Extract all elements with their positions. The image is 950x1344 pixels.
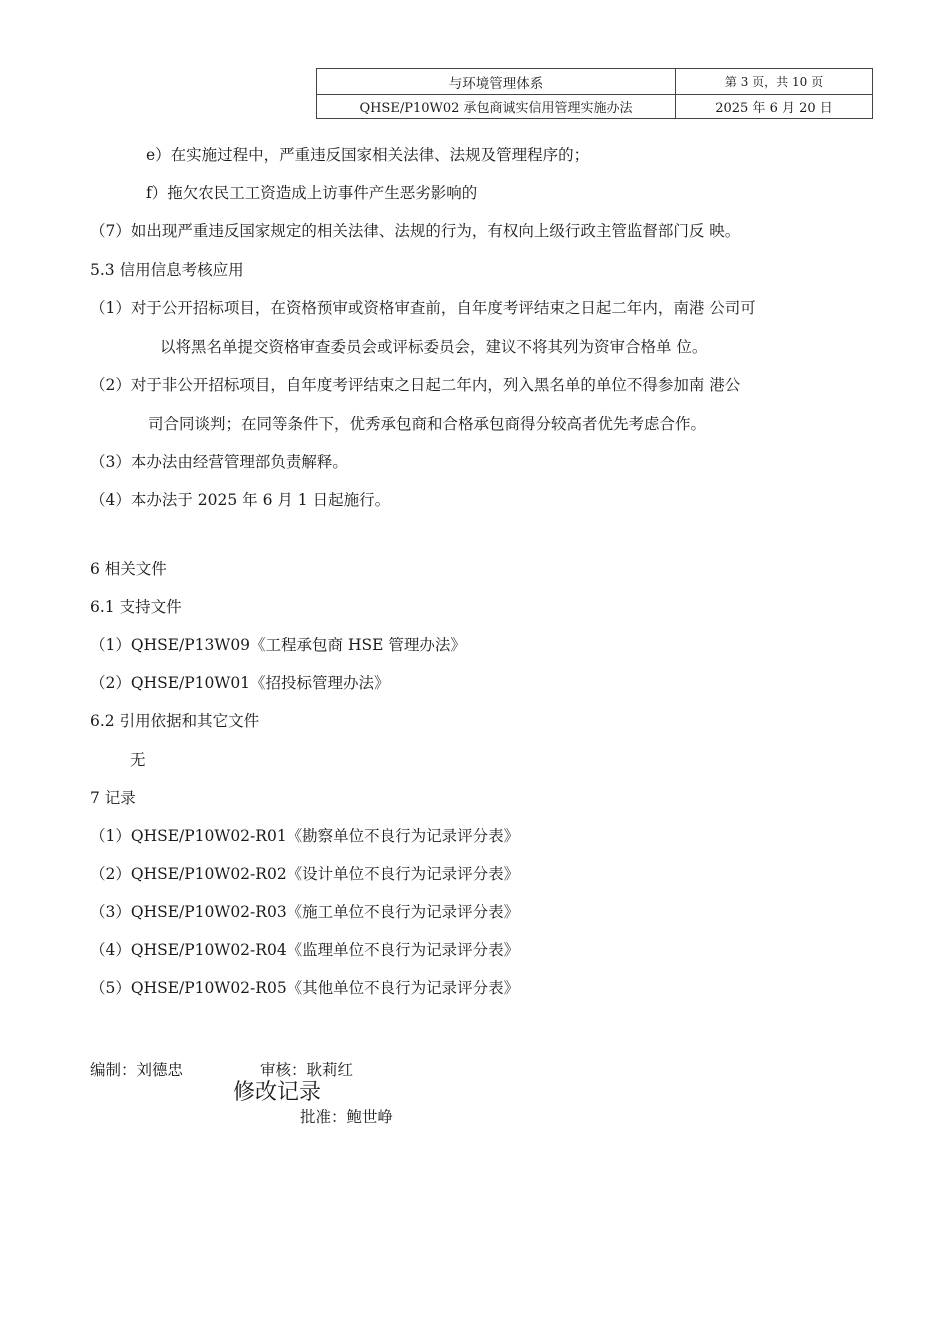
approved-by: 批准：鲍世峥 [300,1108,394,1126]
clause-5-3-2-cont: 司合同谈判；在同等条件下，优秀承包商和合格承包商得分较高者优先考虑合作。 [148,415,707,433]
clause-7: （7）如出现严重违反国家规定的相关法律、法规的行为，有权向上级行政主管监督部门反 映。 [90,222,741,240]
clause-5-3-1: （1）对于公开招标项目，在资格预审或资格审查前，自年度考评结束之日起二年内，南港 公司可 [90,299,756,317]
header-system-name: 与环境管理体系 [317,69,676,95]
clause-5-3-1-cont: 以将黑名单提交资格审查委员会或评标委员会，建议不将其列为资审合格单 位。 [160,338,708,356]
clause-item-e: e）在实施过程中，严重违反国家相关法律、法规及管理程序的； [146,146,590,164]
header-date: 2025 年 6 月 20 日 [676,95,873,119]
record-item-2: （2）QHSE/P10W02-R02《设计单位不良行为记录评分表》 [90,865,520,883]
section-6-2-heading: 6.2 引用依据和其它文件 [90,712,260,730]
section-6-2-none: 无 [130,751,146,769]
support-doc-1: （1）QHSE/P13W09《工程承包商 HSE 管理办法》 [90,636,466,654]
section-6-1-heading: 6.1 支持文件 [90,598,182,616]
clause-5-3-2: （2）对于非公开招标项目，自年度考评结束之日起二年内，列入黑名单的单位不得参加南 港公 [90,376,741,394]
record-item-4: （4）QHSE/P10W02-R04《监理单位不良行为记录评分表》 [90,941,520,959]
record-item-3: （3）QHSE/P10W02-R03《施工单位不良行为记录评分表》 [90,903,520,921]
clause-5-3-4: （4）本办法于 2025 年 6 月 1 日起施行。 [90,491,391,509]
header-page-number: 第 3 页，共 10 页 [676,69,873,95]
document-header-table [316,68,873,119]
section-5-3-heading: 5.3 信用信息考核应用 [90,261,244,279]
record-item-1: （1）QHSE/P10W02-R01《勘察单位不良行为记录评分表》 [90,827,520,845]
support-doc-2: （2）QHSE/P10W01《招投标管理办法》 [90,674,390,692]
header-document-title: QHSE/P10W02 承包商诚实信用管理实施办法 [317,95,676,119]
revision-record-title: 修改记录 [233,1080,322,1105]
section-6-heading: 6 相关文件 [90,560,167,578]
clause-5-3-3: （3）本办法由经营管理部负责解释。 [90,453,348,471]
compiled-by: 编制：刘德忠 [90,1061,184,1079]
clause-item-f: f）拖欠农民工工资造成上访事件产生恶劣影响的 [146,184,478,202]
reviewed-by: 审核：耿莉红 [260,1061,354,1079]
record-item-5: （5）QHSE/P10W02-R05《其他单位不良行为记录评分表》 [90,979,520,997]
section-7-heading: 7 记录 [90,789,136,807]
